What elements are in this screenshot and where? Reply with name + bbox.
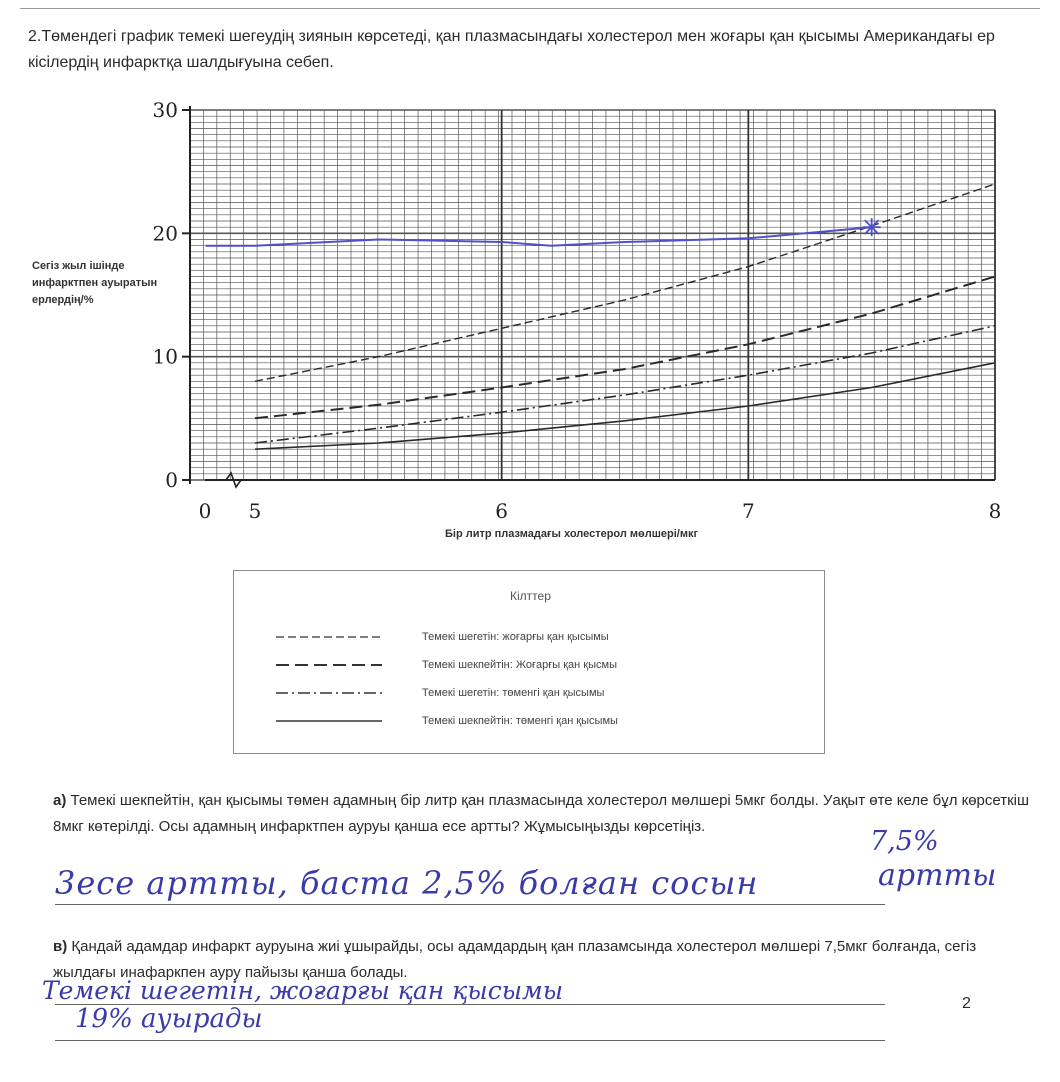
legend-swatch-dash-dot: [274, 687, 384, 699]
legend-item: [274, 685, 794, 705]
x-tick-label: 6: [495, 499, 509, 523]
legend-label: Темекі шегетін: төменгі қан қысымы: [422, 687, 605, 699]
x-tick-label: 5: [248, 499, 262, 523]
chart-y-axis-label: Сегіз жыл ішінде инфарктпен ауыратын ерлердің/%: [32, 260, 158, 306]
chart-legend: [233, 570, 825, 754]
x-tick-label: 0: [198, 499, 212, 523]
y-tick-label: 20: [152, 221, 178, 246]
x-tick-label: 8: [988, 499, 1002, 523]
question-a-text: Темекі шекпейтін, қан қысымы төмен адамның бір литр қан плазмасында холестерол мөлшері 5мкг болды. Уақыт өте келе бұл көрсеткіш 8мкг көтерілді. Осы адамның инфарктпен ауруы қанша есе артты? Жұмысыңызды көрсетіңіз.: [53, 792, 1030, 835]
question-a-letter: а): [53, 792, 67, 809]
legend-title: Кілттер: [510, 589, 551, 603]
y-tick-label: 0: [165, 468, 178, 492]
question-b-text: Қандай адамдар инфаркт ауруына жиі ұшырайды, осы адамдардың қан плазамсында холестерол мөлшері 7,5мкг болғанда, сегіз жылдағы инафаркпен ауру пайызы қанша болады.: [53, 938, 977, 981]
legend-swatch-dashed-fine: [274, 631, 384, 643]
question-heading: 2.Төмендегі график темекі шегеудің зиянын көрсетеді, қан плазмасындағы холестерол мен жоғары қан қысымы Американдағы ер кісілердің инфарктқа шалдығуына себеп.: [28, 28, 995, 71]
answer-a-extra: 7,5%: [870, 826, 939, 857]
question-b-letter: в): [53, 938, 68, 955]
page-number: 2: [962, 995, 971, 1012]
answer-a-line-1: 3есе артты, баста 2,5% болған сосын: [55, 864, 759, 902]
legend-label: Темекі шекпейтін: төменгі қан қысымы: [422, 715, 618, 727]
answer-b-line-2: 19% ауырады: [75, 1004, 263, 1034]
answer-b-line-1: Темекі шегетін, жоғарғы қан қысымы: [42, 976, 564, 1005]
legend-label: Темекі шегетін: жоғарғы қан қысымы: [422, 631, 609, 643]
y-tick-label: 10: [152, 344, 178, 369]
answer-a-tail: артты: [878, 858, 997, 893]
chart-x-axis-label: Бір литр плазмадағы холестерол мөлшері/мкг: [445, 528, 699, 540]
legend-swatch-dashed: [274, 659, 384, 671]
answer-b-rule-2: [55, 1040, 885, 1041]
legend-item: [274, 713, 794, 733]
x-tick-label: 7: [741, 499, 755, 523]
y-tick-label: 30: [152, 98, 178, 122]
legend-item: [274, 657, 794, 677]
series-line-dashed: [255, 277, 995, 419]
legend-item: [274, 629, 794, 649]
legend-label: Темекі шекпейтін: Жоғарғы қан қысмы: [422, 659, 617, 671]
answer-a-rule: [55, 904, 885, 905]
legend-swatch-solid: [274, 715, 384, 727]
